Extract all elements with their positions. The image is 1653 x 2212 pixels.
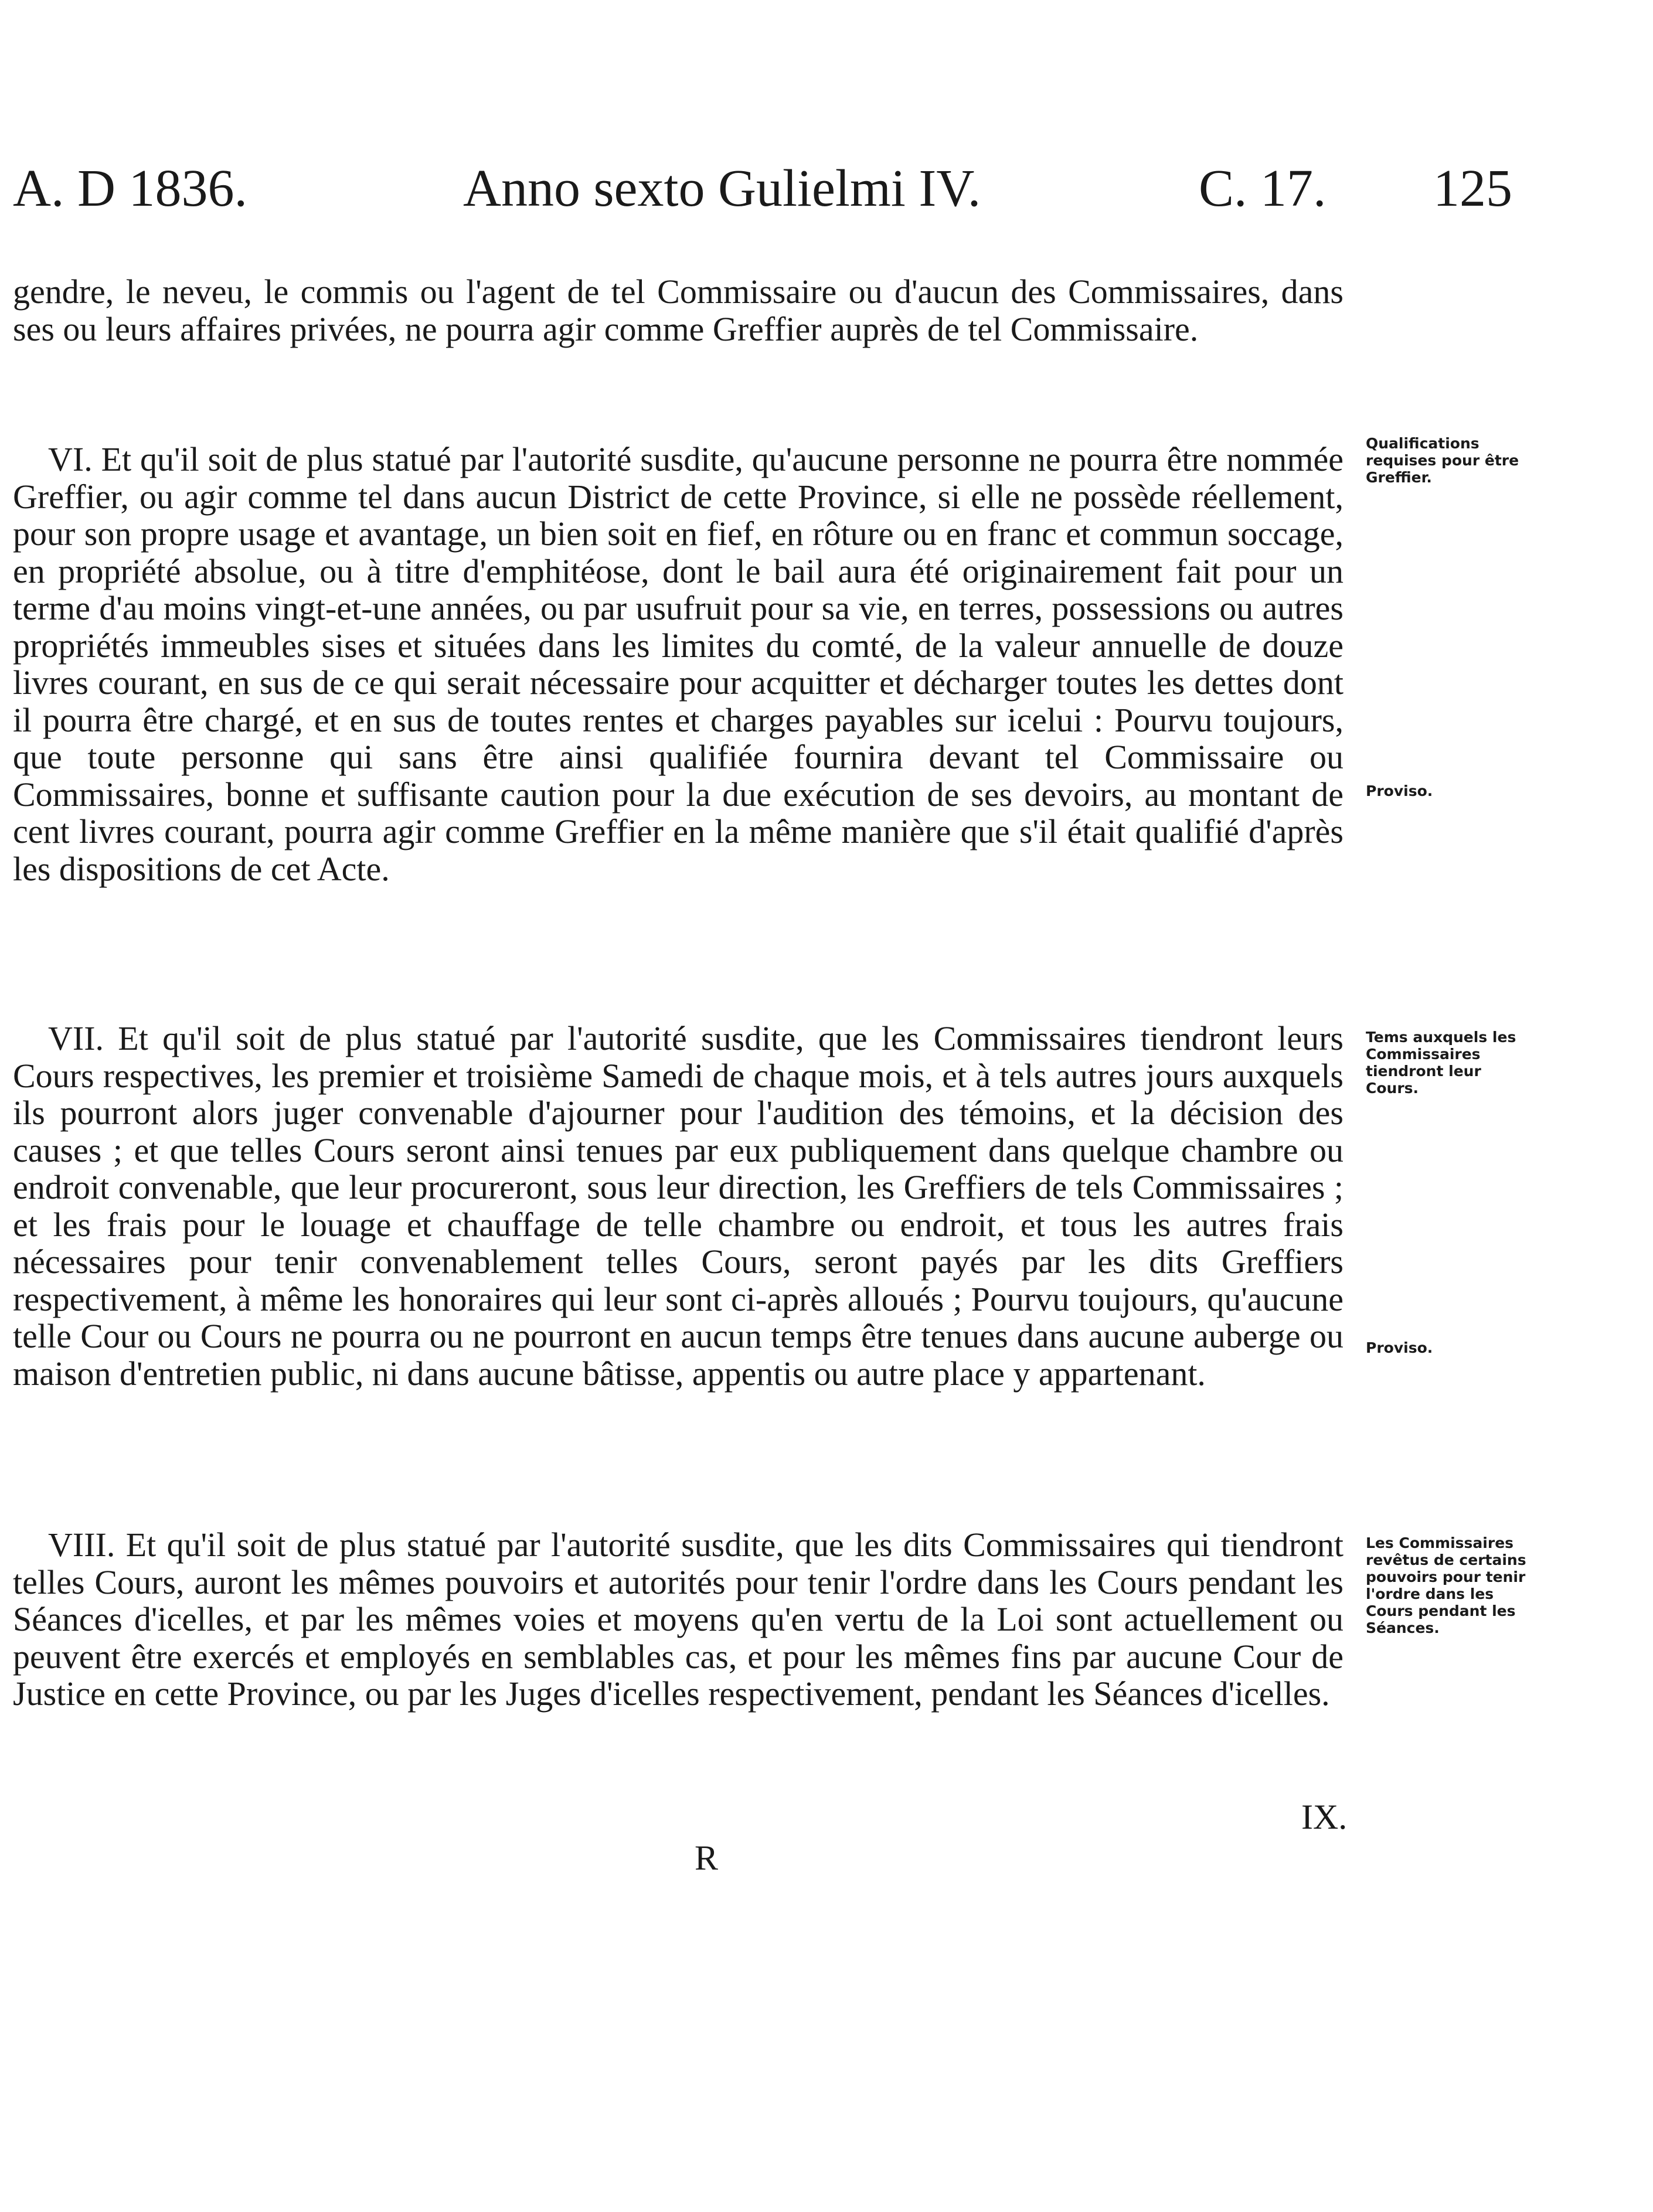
margin-note-court-times: Tems auxquels les Commissaires tiendront leur Cours.	[1366, 1029, 1516, 1097]
section-number: VII.	[48, 1019, 104, 1057]
signature-mark: R	[695, 1839, 719, 1877]
section-text: Et qu'il soit de plus statué par l'autorité susdite, que les Commissaires tiendront leurs Cours respectives, les premier et troisième Samedi de chaque mois, et à tels autres jours auxquels ils pourront alors juger convenable d'ajourner pour l'audition des témoins, et la décision des causes ; et que telles Cours seront ainsi tenues par eux publiquement dans quelque chambre ou endroit convenable, que leur procureront, sous leur direction, les Greffiers de tels Commissaires ; et les frais pour le louage et chauffage de telle chambre ou endroit, et tous les autres frais nécessaires pour tenir convenablement telles Cours, seront payés par les dits Greffiers respectivement, à même les honoraires qui leur sont ci-après alloués ; Pourvu toujours, qu'aucune telle Cour ou Cours ne pourra ou ne pourront en aucun temps être tenues dans aucune auberge ou maison d'entretien public, ni dans aucune bâtisse, appentis ou autre place y appartenant.	[13, 1019, 1344, 1393]
section-viii	[13, 1526, 1344, 1713]
section-text: Et qu'il soit de plus statué par l'autorité susdite, que les dits Commissaires qui tiendront telles Cours, auront les mêmes pouvoirs et autorités pour tenir l'ordre dans les Cours pendant les Séances d'icelles, et par les mêmes voies et moyens qu'en vertu de la Loi sont actuellement ou peuvent être exercés et employés en semblables cas, et pour les mêmes fins par aucune Cour de Justice en cette Province, ou par les Juges d'icelles respectivement, pendant les Séances d'icelles.	[13, 1526, 1344, 1713]
margin-note-qualifications: Qualifications requises pour être Greffier.	[1366, 435, 1519, 486]
margin-note-proviso: Proviso.	[1366, 1339, 1433, 1356]
continuation-paragraph: gendre, le neveu, le commis ou l'agent de tel Commissaire ou d'aucun des Commissaires, dans ses ou leurs affaires privées, ne pourra agir comme Greffier auprès de tel Commissaire.	[13, 273, 1344, 348]
section-text: Et qu'il soit de plus statué par l'autorité susdite, qu'aucune personne ne pourra être nommée Greffier, ou agir comme tel dans aucun District de cette Province, si elle ne possède réellement, pour son propre usage et avantage, un bien soit en fief, en rôture ou en franc et commun soccage, en propriété absolue, ou à titre d'emphitéose, dont le bail aura été originairement fait pour un terme d'au moins vingt-et-une années, ou par usufruit pour sa vie, en terres, possessions ou autres propriétés immeubles sises et situées dans les limites du comté, de la valeur annuelle de douze livres courant, en sus de ce qui serait nécessaire pour acquitter et décharger toutes les dettes dont il pourra être chargé, et en sus de toutes rentes et charges payables sur icelui : Pourvu toujours, que toute personne qui sans être ainsi qualifiée fournira devant tel Commissaire ou Commissaires, bonne et suffisante caution pour la due exécution de ses devoirs, au montant de cent livres courant, pourra agir comme Greffier en la même manière que s'il était qualifié d'après les dispositions de cet Acte.	[13, 440, 1344, 888]
header-chapter: C. 17.	[1199, 159, 1327, 217]
catchword: IX.	[1301, 1798, 1348, 1836]
section-number: VI.	[48, 440, 93, 478]
header-title: Anno sexto Gulielmi IV.	[463, 159, 981, 217]
section-vi	[13, 441, 1344, 887]
margin-note-proviso: Proviso.	[1366, 782, 1433, 799]
section-vii	[13, 1020, 1344, 1392]
section-number: VIII.	[48, 1526, 115, 1564]
header-page-number: 125	[1433, 159, 1512, 217]
margin-note-commissioners-powers: Les Commissaires revêtus de certains pouvoirs pour tenir l'ordre dans les Cours pendant les Séances.	[1366, 1534, 1526, 1636]
header-year: A. D 1836.	[13, 159, 247, 217]
